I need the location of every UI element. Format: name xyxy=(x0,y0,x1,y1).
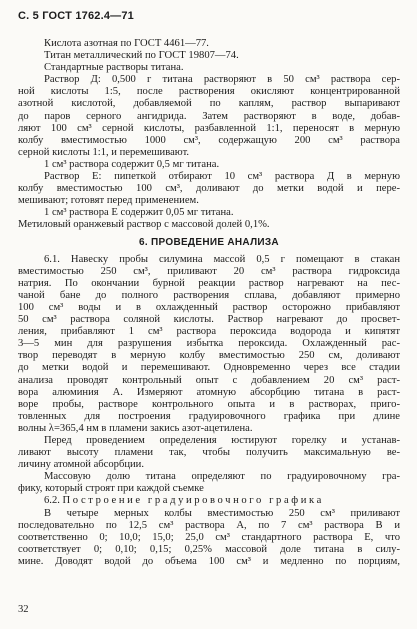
subsection-number: 6.2. xyxy=(44,495,63,507)
subsection-heading xyxy=(18,495,400,507)
text-line: мешивают; готовят перед применением. xyxy=(18,195,199,207)
page-header: С. 5 ГОСТ 1762.4—71 xyxy=(18,10,135,22)
text-line: мине. Доводят водой до объема 100 см³ и медленно по порциям, xyxy=(18,555,400,567)
text-line: товленных для построения градуировочного графика при длине xyxy=(18,410,400,422)
text-line: воре пробы, растворе контрольного опыта и в растворах, приго- xyxy=(18,398,400,410)
text-line: Стандартные растворы титана. xyxy=(44,62,184,74)
text-line: Кислота азотная по ГОСТ 4461—77. xyxy=(44,38,209,49)
text-line: личину атомной абсорбции. xyxy=(18,459,145,471)
text-line: Массовую долю титана определяют по градуировочному гра- xyxy=(44,471,400,483)
text-line: до метки водой и перемешивают. Одновременно через все стадии xyxy=(18,362,400,374)
text-line: анализа проводят контрольный опыт с добавлением 20 см³ раст- xyxy=(18,374,400,386)
text-line: Титан металлический по ГОСТ 19807—74. xyxy=(44,50,239,62)
text-line: Раствор Е: пипеткой отбирают 10 см³ раствора Д в мерную xyxy=(44,171,400,183)
text-line: Раствор Д: 0,500 г титана растворяют в 50 см³ раствора сер- xyxy=(44,74,400,86)
text-line: до паров серного ангидрида. Затем растворяют в воде, добав- xyxy=(18,110,400,122)
text-line: 3—5 мин для разрушения избытка пероксида. Охлажденный рас- xyxy=(18,338,400,350)
text-line: фику, который строят при каждой съемке xyxy=(18,483,204,495)
text-line: серной кислоты 1:1, и перемешивают. xyxy=(18,146,190,158)
page-body xyxy=(18,38,400,568)
text-line: 1 см³ раствора содержит 0,5 мг титана. xyxy=(44,158,220,170)
text-line: волны λ=365,4 нм в пламени закись азот-ацетилена. xyxy=(18,422,253,434)
page-number: 32 xyxy=(18,604,29,615)
text-line: Перед проведением определения юстируют горелку и устанав- xyxy=(44,435,400,446)
text-line: 1 см³ раствора Е содержит 0,05 мг титана. xyxy=(44,207,234,219)
text-line: 50 см³ раствора соляной кислоты. Раствор нагревают до просвет- xyxy=(18,314,400,326)
section-heading: 6. ПРОВЕДЕНИЕ АНАЛИЗА xyxy=(139,236,279,248)
text-line: ной кислоты 1:5, после растворения окисляют концентрированной xyxy=(18,86,400,98)
text-line: ления, прибавляют 1 см³ раствора пероксида водорода и кипятят xyxy=(18,326,400,338)
text-line: соответственно 0; 10,0; 15,0; 25,0 см³ стандартного раствора Е, что xyxy=(18,531,400,543)
text-line: В четыре мерных колбы вместимостью 250 см³ приливают xyxy=(44,507,400,519)
text-line: вора алюминия А. Измеряют атомную абсорбцию титана в раст- xyxy=(18,386,400,398)
text-line: твор переводят в мерную колбу вместимостью 250 см, доливают xyxy=(18,350,400,362)
text-line: азотной кислотой, добавляемой по каплям, раствор выпаривают xyxy=(18,98,400,110)
text-line: ливают высоту пламени так, чтобы получить максимальную ве- xyxy=(18,447,400,459)
text-line: 100 см³ воды и в охлажденный раствор осторожно прибавляют xyxy=(18,301,400,313)
text-line: последовательно по 12,5 см³ раствора А, по 7 см³ раствора В и xyxy=(18,519,400,531)
text-line: Метиловый оранжевый раствор с массовой долей 0,1%. xyxy=(18,219,270,231)
text-line: натрия. По окончании бурной реакции раствор нагревают на пес- xyxy=(18,277,400,289)
text-line: соответствует 0; 0,10; 0,15; 0,25% массовой доле титана в силу- xyxy=(18,543,400,555)
text-line: колбу вместимостью 100 см³, доливают до метки водой и пере- xyxy=(18,183,400,195)
subsection-title: Построение градуировочного графика xyxy=(62,495,324,507)
text-line: 6.1. Навеску пробы силумина массой 0,5 г помещают в стакан xyxy=(44,253,400,265)
text-line: колбу вместимостью 1000 см³, содержащую 200 см³ раствора xyxy=(18,134,400,146)
text-line: вместимостью 250 см³, приливают 20 см³ раствора гидроксида xyxy=(18,265,400,277)
text-line: ляют 100 см³ серной кислоты, разбавленной 1:1, переносят в мерную xyxy=(18,122,400,134)
text-line: чаной бане до полного растворения сплава, добавляют примерно xyxy=(18,289,400,301)
